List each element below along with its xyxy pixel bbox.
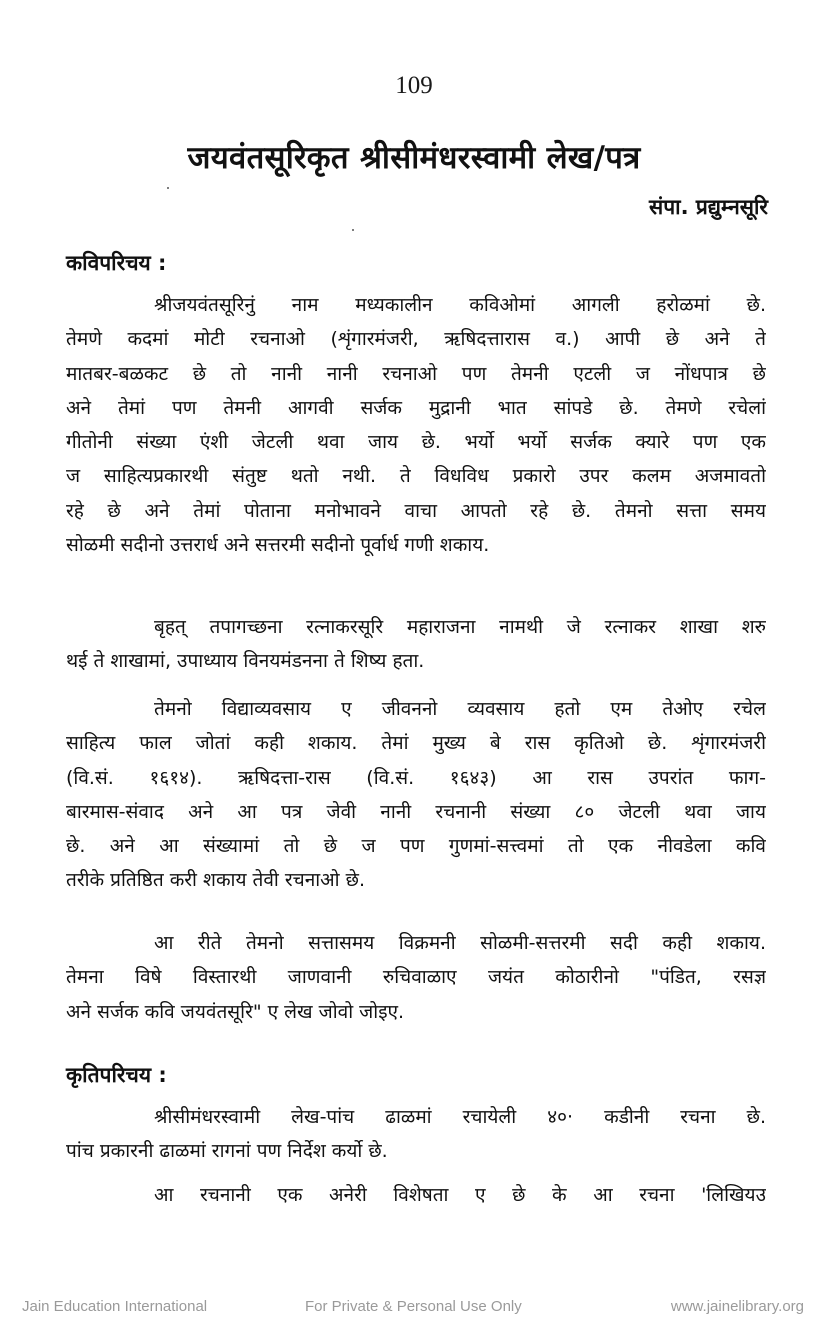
text-line: तेमणे कदमां मोटी रचनाओ (शृंगारमंजरी, ऋषिदत्तारास व.) आपी छे अने ते: [66, 328, 766, 351]
footer-website-link[interactable]: www.jainelibrary.org: [670, 1298, 804, 1315]
footer-usage-notice: For Private & Personal Use Only: [305, 1298, 522, 1315]
text-line: सोळमी सदीनो उत्तरार्ध अने सत्तरमी सदीनो पूर्वार्ध गणी शकाय.: [66, 534, 490, 557]
scan-speck: [352, 229, 354, 231]
text-line: अने तेमां पण तेमनी आगवी सर्जक मुद्रानी भात सांपडे छे. तेमणे रचेलां: [66, 396, 766, 419]
text-line: पांच प्रकारनी ढाळमां रागनां पण निर्देश कर्यो छे.: [66, 1140, 388, 1163]
text-line: रहे छे अने तेमां पोताना मनोभावने वाचा आपतो रहे छे. तेमनो सत्ता समय: [66, 499, 766, 522]
editor-credit: संपा. प्रद्युम्नसूरि: [649, 195, 768, 219]
text-line: आ रचनानी एक अनेरी विशेषता ए छे के आ रचना 'लिखियउ: [154, 1184, 766, 1206]
text-line: आ रीते तेमनो सत्तासमय विक्रमनी सोळमी-सत्तरमी सदी कही शकाय.: [154, 932, 766, 954]
footer-publisher: Jain Education International: [22, 1298, 208, 1315]
text-line: श्रीजयवंतसूरिनुं नाम मध्यकालीन कविओमां आगली हरोळमां छे.: [154, 294, 766, 316]
text-line: तरीके प्रतिष्ठित करी शकाय तेवी रचनाओ छे.: [66, 869, 366, 892]
text-line: तेमना विषे विस्तारथी जाणवानी रुचिवाळाए जयंत कोठारीनो "पंडित, रसज्ञ: [66, 966, 766, 989]
text-line: छे. अने आ संख्यामां तो छे ज पण गुणमां-सत्त्वमां तो एक नीवडेला कवि: [66, 835, 766, 858]
paragraph-poet-intro-4: [66, 926, 766, 1029]
section-heading-poet-intro: कविपरिचय :: [66, 251, 167, 275]
text-line: मातबर-बळकट छे तो नानी नानी रचनाओ पण तेमनी एटली ज नोंधपात्र छे: [66, 362, 766, 385]
text-line: बारमास-संवाद अने आ पत्र जेवी नानी रचनानी संख्या ८० जेटली थवा जाय: [66, 800, 766, 823]
section-heading-work-intro: कृतिपरिचय :: [66, 1063, 167, 1087]
page-number: 109: [395, 72, 433, 99]
paragraph-poet-intro-2: [66, 610, 766, 679]
paragraph-poet-intro-1: [66, 288, 766, 562]
text-line: तेमनो विद्याव्यवसाय ए जीवननो व्यवसाय हतो एम तेओए रचेल: [154, 698, 766, 720]
scan-speck: [167, 187, 169, 189]
text-line: श्रीसीमंधरस्वामी लेख-पांच ढाळमां रचायेली ४०· कडीनी रचना छे.: [154, 1106, 766, 1128]
paragraph-poet-intro-3: [66, 692, 766, 898]
text-line: थई ते शाखामां, उपाध्याय विनयमंडनना ते शिष्य हता.: [66, 650, 425, 673]
paragraph-work-intro-1: [66, 1100, 766, 1169]
text-line: (वि.सं. १६१४). ऋषिदत्ता-रास (वि.सं. १६४३) आ रास उपरांत फाग-: [66, 766, 766, 789]
text-line: गीतोनी संख्या एंशी जेटली थवा जाय छे. भर्यो भर्यो सर्जक क्यारे पण एक: [66, 431, 766, 454]
text-line: ज साहित्यप्रकारथी संतुष्ट थतो नथी. ते विधविध प्रकारो उपर कलम अजमावतो: [66, 465, 766, 488]
text-line: बृहत् तपागच्छना रत्नाकरसूरि महाराजना नामथी जे रत्नाकर शाखा शरु: [154, 616, 766, 638]
text-line: अने सर्जक कवि जयवंतसूरि" ए लेख जोवो जोइए.: [66, 1000, 405, 1023]
page-title: जयवंतसूरिकृत श्रीसीमंधरस्वामी लेख/पत्र: [187, 140, 641, 176]
paragraph-work-intro-2: [66, 1178, 766, 1212]
text-line: साहित्य फाल जोतां कही शकाय. तेमां मुख्य बे रास कृतिओ छे. शृंगारमंजरी: [66, 732, 766, 755]
